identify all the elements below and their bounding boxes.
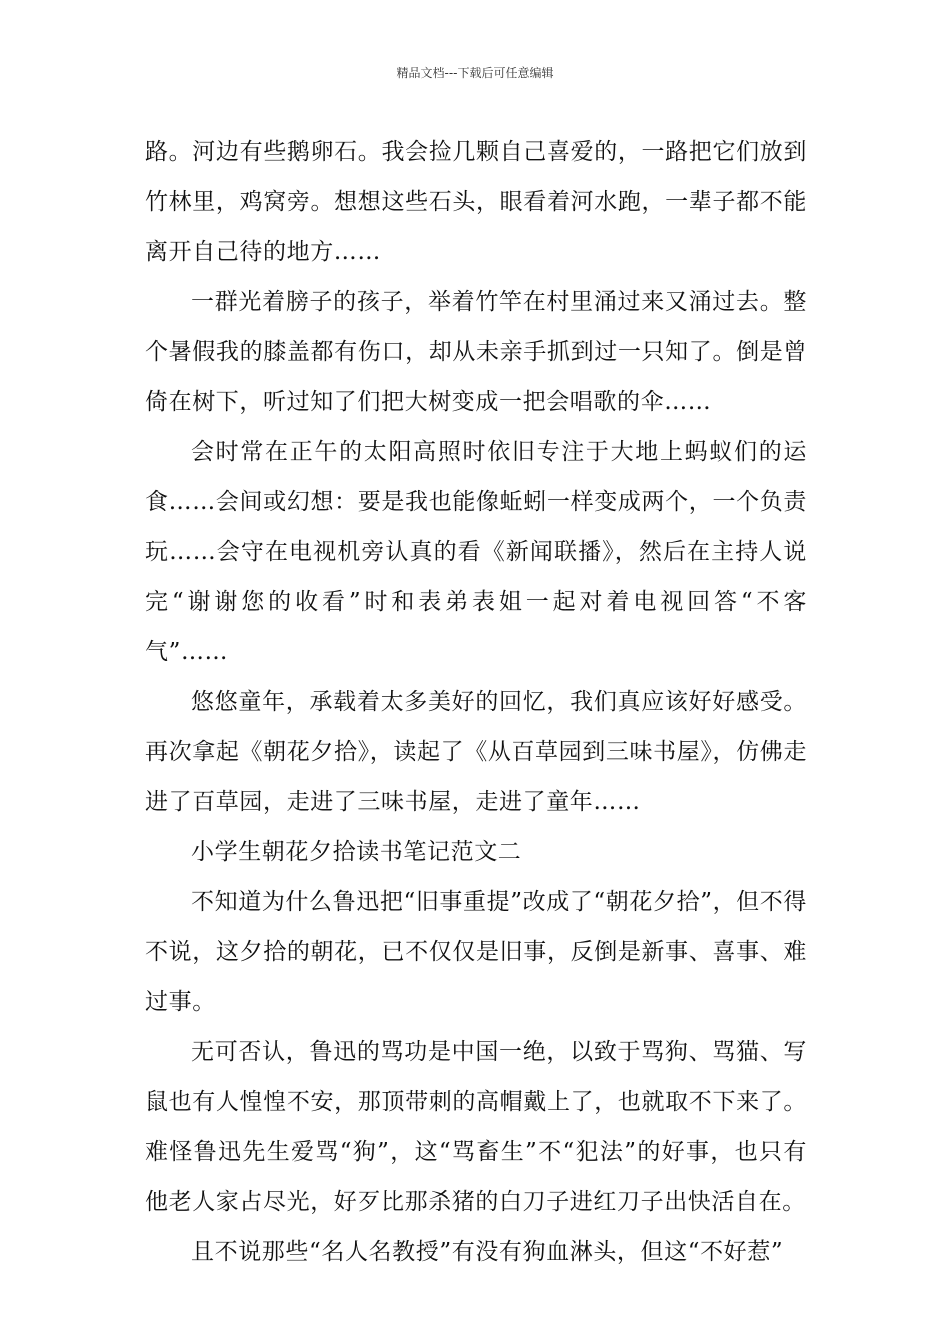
section-heading: 小学生朝花夕拾读书笔记范文二	[191, 839, 522, 865]
paragraph: 路。河边有些鹅卵石。我会捡几颗自己喜爱的，一路把它们放到竹林里，鸡窝旁。想想这些石头，眼看着河水跑，一辈子都不能离开自己待的地方……	[145, 139, 807, 265]
paragraph: 无可否认，鲁迅的骂功是中国一绝，以致于骂狗、骂猫、写鼠也有人惶惶不安，那顶带刺的高帽戴上了，也就取不下来了。难怪鲁迅先生爱骂“狗”，这“骂畜生”不“犯法”的好事，也只有他老人家占尽光，好歹比那杀猪的白刀子进红刀子出快活自在。	[145, 1039, 807, 1215]
paragraph: 会时常在正午的太阳高照时依旧专注于大地上蚂蚁们的运食……会间或幻想：要是我也能像蚯蚓一样变成两个，一个负责玩……会守在电视机旁认真的看《新闻联播》，然后在主持人说完“谢谢您的收看”时和表弟表姐一起对着电视回答“不客气”……	[145, 439, 807, 665]
paragraph: 且不说那些“名人名教授”有没有狗血淋头，但这“不好惹”	[191, 1239, 784, 1265]
page-header: 精品文档---下载后可任意编辑	[396, 66, 554, 80]
paragraph: 不知道为什么鲁迅把“旧事重提”改成了“朝花夕拾”，但不得不说，这夕拾的朝花，已不仅仅是旧事，反倒是新事、喜事、难过事。	[145, 889, 807, 1015]
paragraph: 一群光着膀子的孩子，举着竹竿在村里涌过来又涌过去。整个暑假我的膝盖都有伤口，却从未亲手抓到过一只知了。倒是曾倚在树下，听过知了们把大树变成一把会唱歌的伞……	[145, 289, 807, 415]
document-body	[145, 127, 807, 1277]
paragraph: 悠悠童年，承载着太多美好的回忆，我们真应该好好感受。再次拿起《朝花夕拾》，读起了《从百草园到三味书屋》，仿佛走进了百草园，走进了三味书屋，走进了童年……	[145, 689, 807, 815]
